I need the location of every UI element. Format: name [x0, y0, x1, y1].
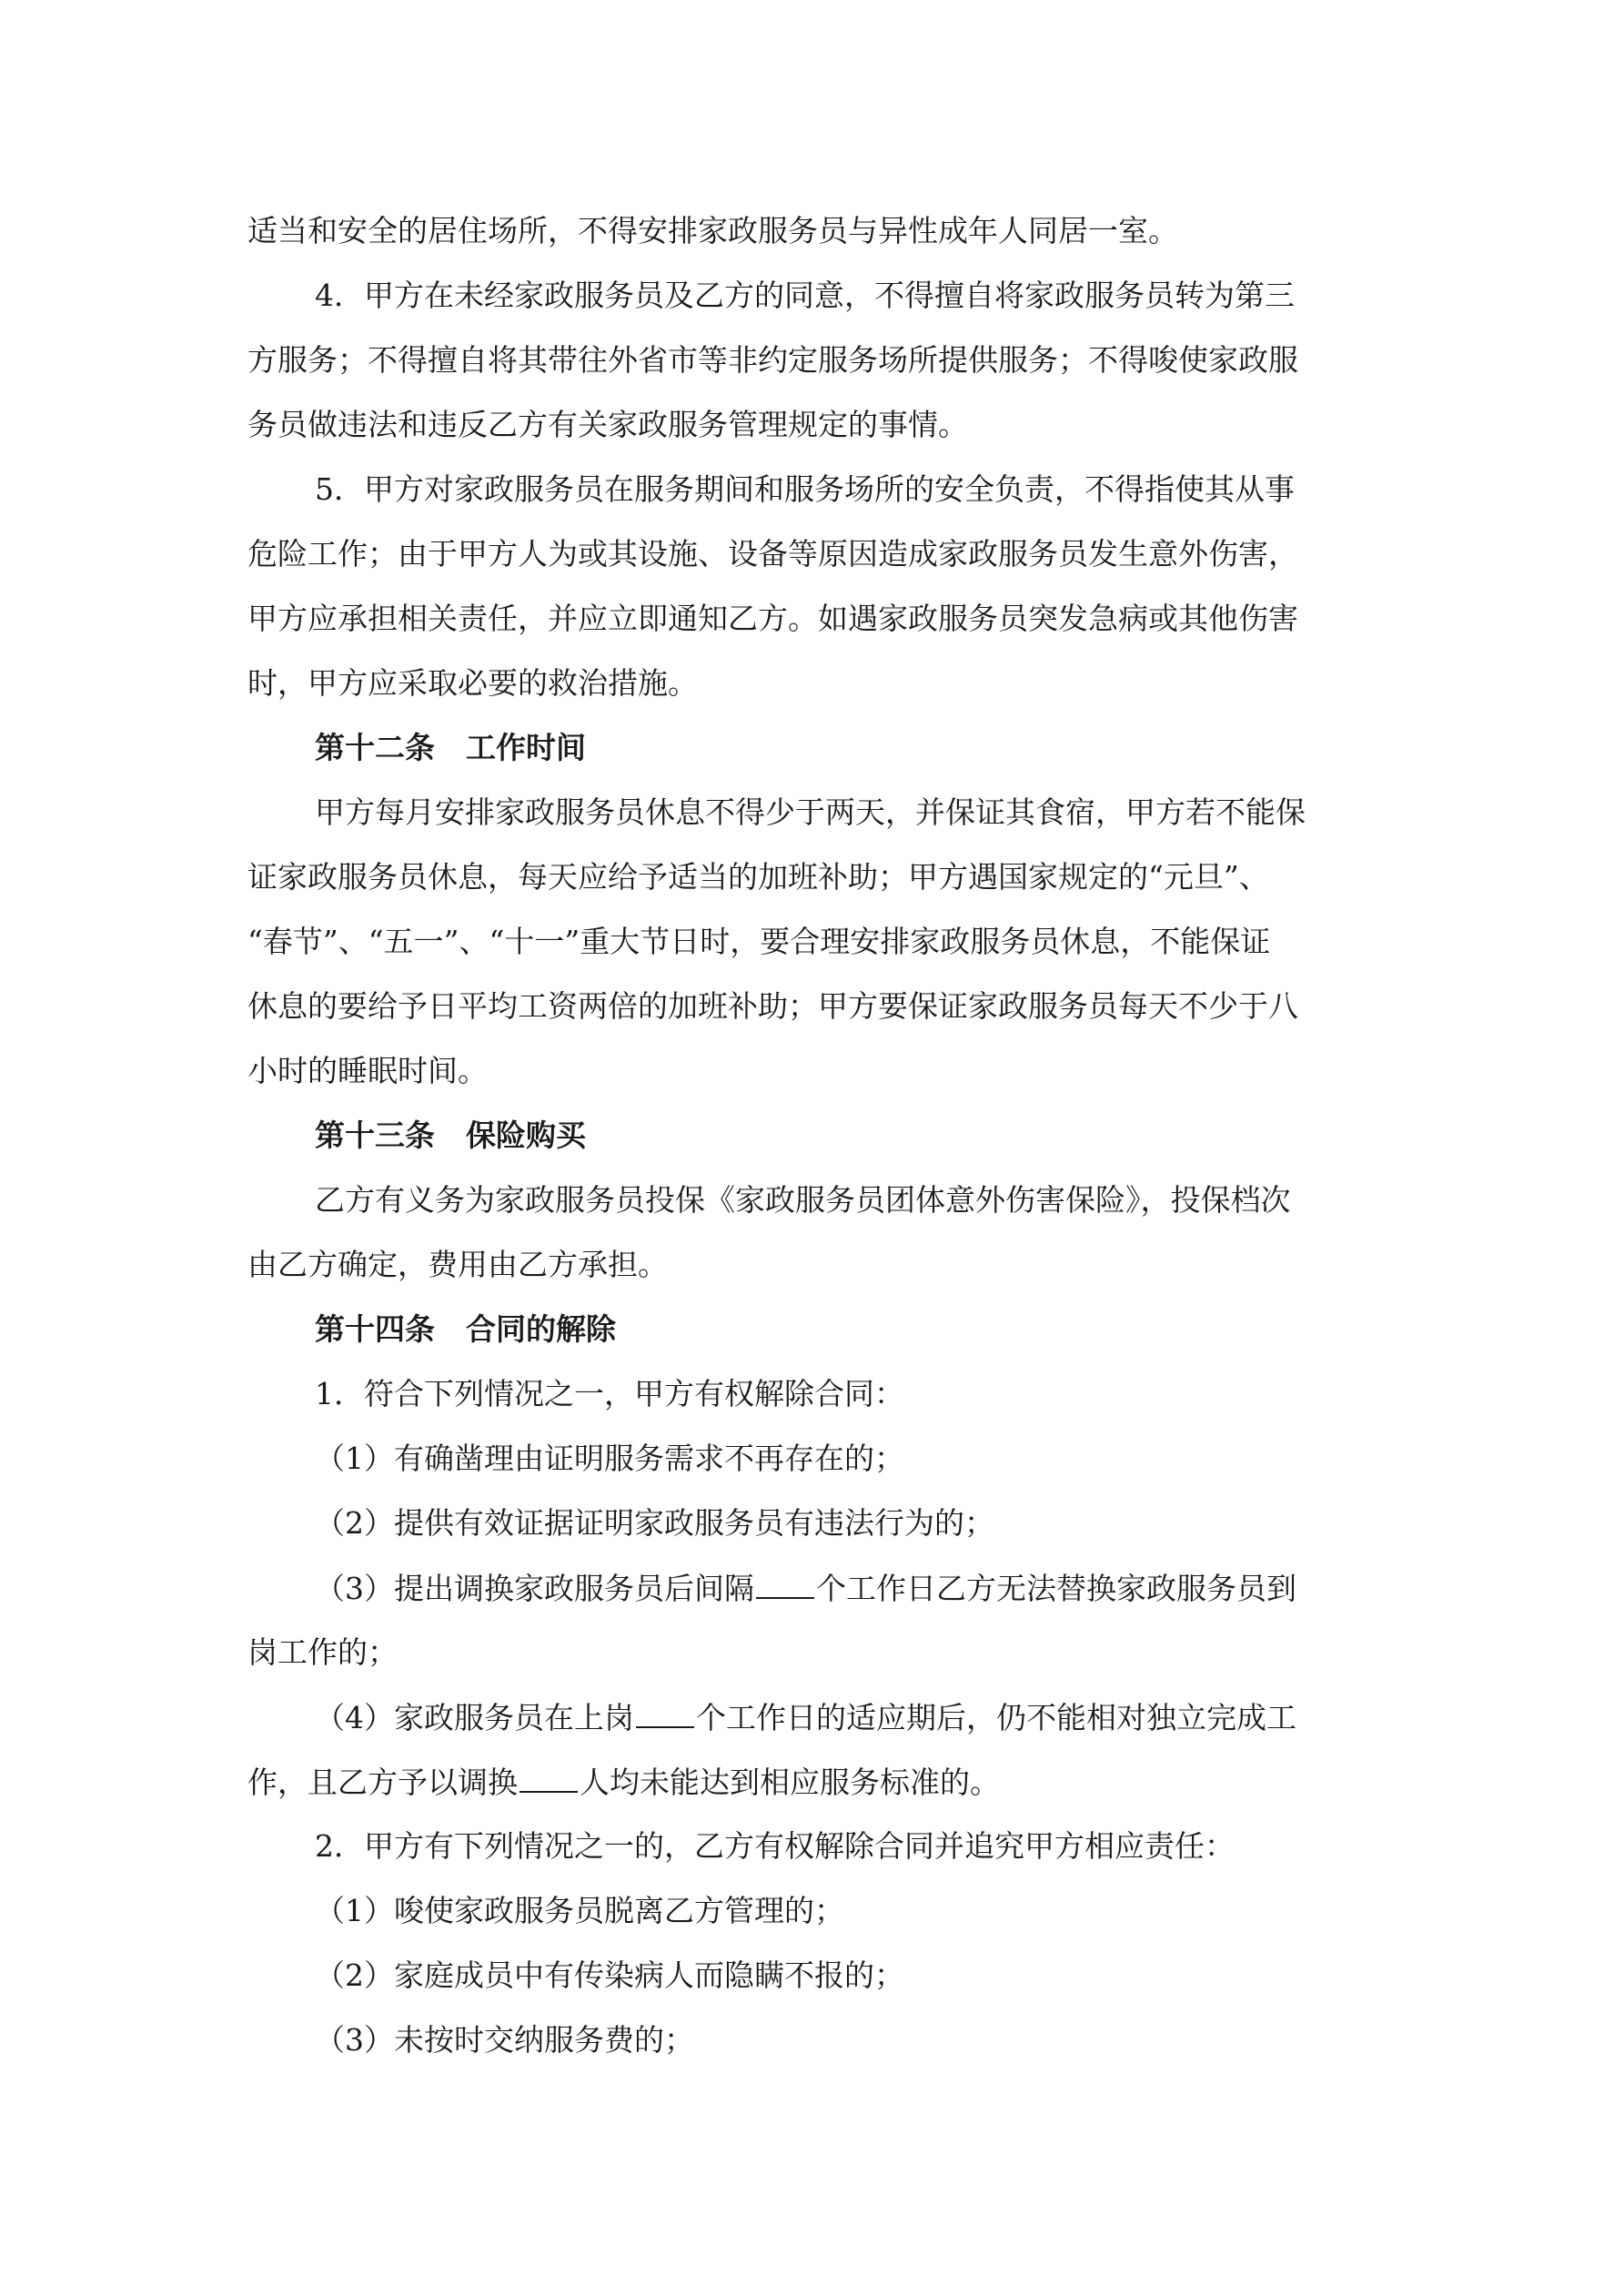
paragraph-line: 务员做违法和违反乙方有关家政服务管理规定的事情。 [247, 407, 968, 442]
article-title: 合同的解除 [466, 1311, 616, 1347]
fill-in-blank [519, 1764, 578, 1793]
article-number: 第十四条 [315, 1311, 435, 1347]
paragraph-line: 休息的要给予日平均工资两倍的加班补助；甲方要保证家政服务员每天不少于八 [247, 988, 1298, 1024]
list-item: （3）未按时交纳服务费的； [315, 2022, 694, 2058]
paragraph-line: “春节”、“五一”、“十一”重大节日时，要合理安排家政服务员休息，不能保证 [247, 924, 1271, 959]
article-heading-14 [315, 1311, 616, 1348]
list-item [315, 1699, 1296, 1736]
paragraph-line: 岗工作的； [247, 1634, 398, 1670]
article-title: 工作时间 [466, 730, 586, 765]
article-title: 保险购买 [466, 1118, 586, 1153]
fill-in-blank [636, 1699, 694, 1728]
paragraph-line: 4．甲方在未经家政服务员及乙方的同意，不得擅自将家政服务员转为第三 [315, 278, 1295, 313]
list-item: （1）唆使家政服务员脱离乙方管理的； [315, 1893, 844, 1928]
paragraph-line: 方服务；不得擅自将其带往外省市等非约定服务场所提供服务；不得唆使家政服 [247, 342, 1298, 378]
line-text: 人均未能达到相应服务标准的。 [580, 1765, 1000, 1800]
paragraph-line: 乙方有义务为家政服务员投保《家政服务员团体意外伤害保险》，投保档次 [315, 1182, 1291, 1218]
paragraph-line: 5．甲方对家政服务员在服务期间和服务场所的安全负责，不得指使其从事 [315, 471, 1295, 507]
list-item: （2）家庭成员中有传染病人而隐瞒不报的； [315, 1957, 904, 1993]
article-heading-13 [315, 1118, 586, 1154]
article-number: 第十二条 [315, 730, 435, 765]
line-text: 个工作日的适应期后，仍不能相对独立完成工 [696, 1700, 1296, 1735]
line-text: （3）提出调换家政服务员后间隔 [315, 1571, 754, 1606]
list-item: （1）有确凿理由证明服务需求不再存在的； [315, 1441, 904, 1476]
line-text: 作，且乙方予以调换 [247, 1765, 518, 1800]
paragraph-line: 小时的睡眠时间。 [247, 1053, 488, 1088]
paragraph-line: 甲方每月安排家政服务员休息不得少于两天，并保证其食宿，甲方若不能保 [315, 794, 1306, 830]
paragraph-line [247, 1764, 1000, 1801]
paragraph-line: 证家政服务员休息，每天应给予适当的加班补助；甲方遇国家规定的“元旦”、 [247, 859, 1269, 895]
paragraph-line: 甲方应承担相关责任，并应立即通知乙方。如遇家政服务员突发急病或其他伤害 [247, 601, 1298, 636]
article-heading-12 [315, 730, 586, 766]
line-text: 个工作日乙方无法替换家政服务员到 [816, 1571, 1296, 1606]
fill-in-blank [756, 1570, 814, 1599]
list-item: （2）提供有效证据证明家政服务员有违法行为的； [315, 1505, 994, 1541]
paragraph-line: 危险工作；由于甲方人为或其设施、设备等原因造成家政服务员发生意外伤害， [247, 536, 1298, 571]
paragraph-line: 2．甲方有下列情况之一的，乙方有权解除合同并追究甲方相应责任： [315, 1828, 1235, 1864]
line-text: （4）家政服务员在上岗 [315, 1700, 634, 1735]
paragraph-line: 时，甲方应采取必要的救治措施。 [247, 665, 698, 701]
paragraph-line: 1．符合下列情况之一，甲方有权解除合同： [315, 1376, 904, 1411]
paragraph-line: 适当和安全的居住场所，不得安排家政服务员与异性成年人同居一室。 [247, 213, 1178, 248]
list-item [315, 1570, 1296, 1607]
paragraph-line: 由乙方确定，费用由乙方承担。 [247, 1247, 668, 1282]
article-number: 第十三条 [315, 1118, 435, 1153]
